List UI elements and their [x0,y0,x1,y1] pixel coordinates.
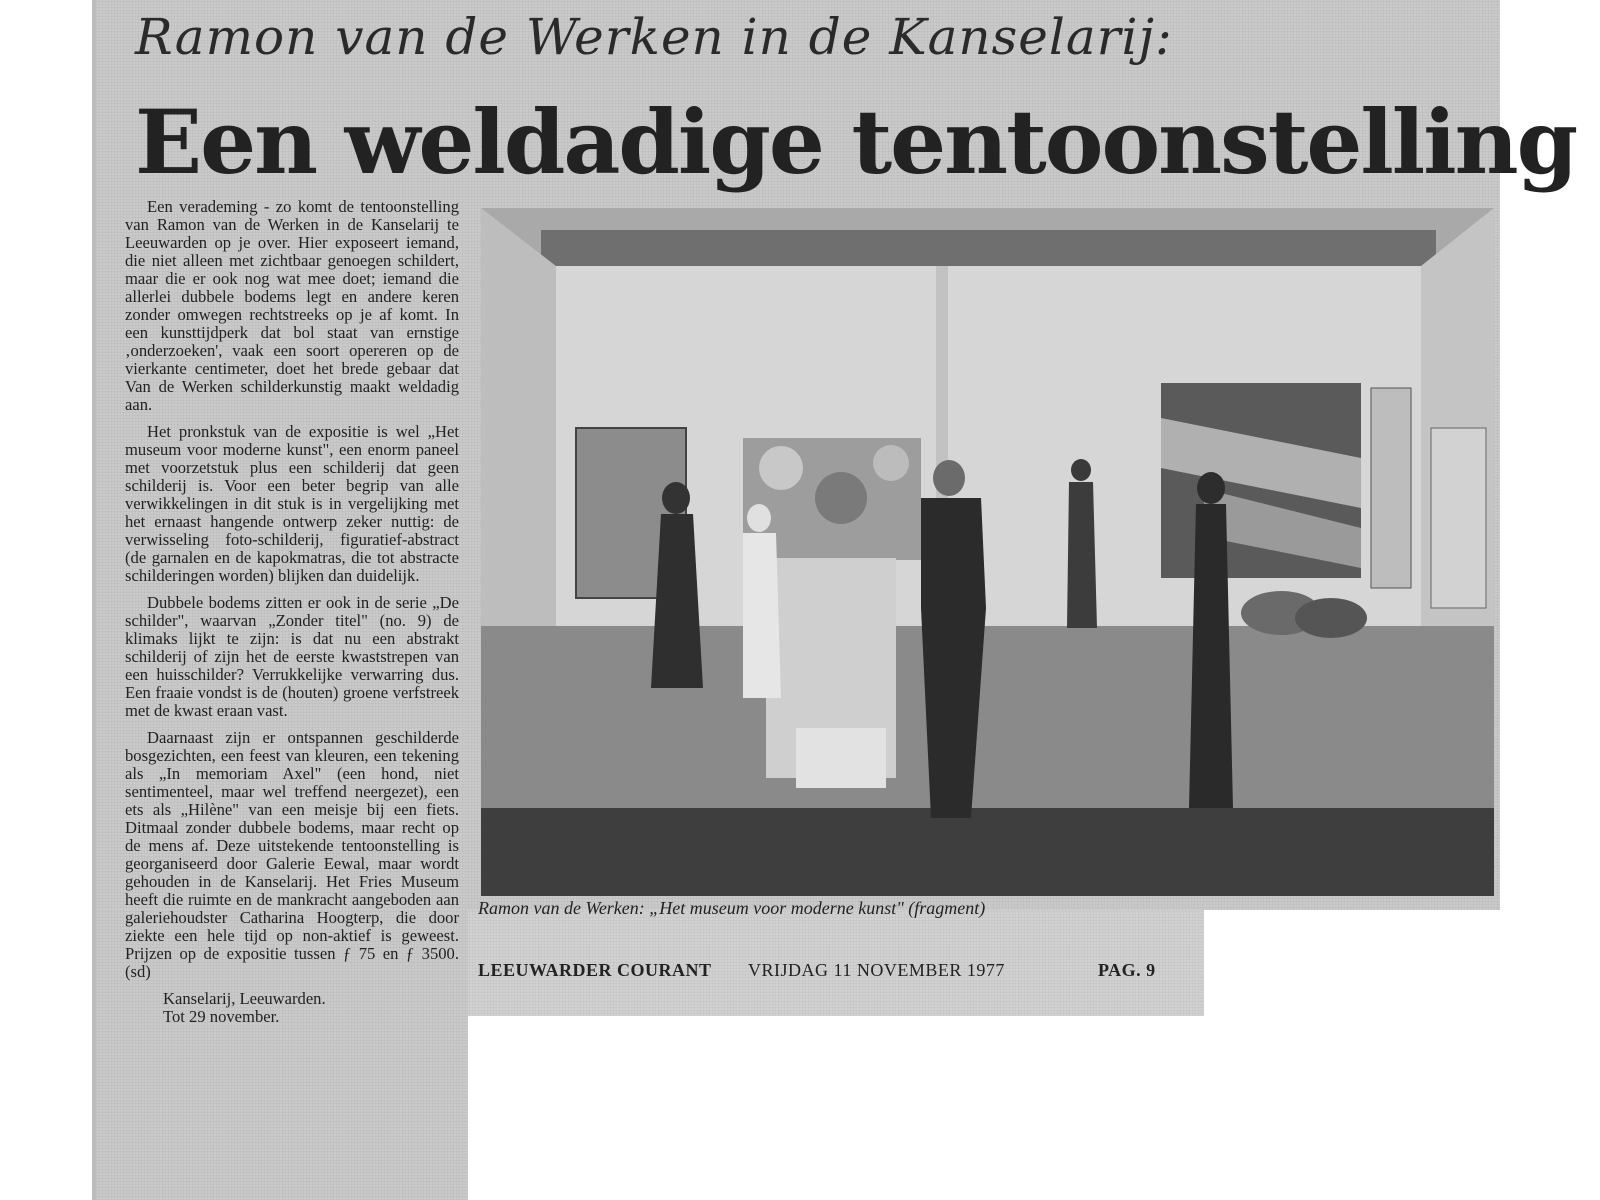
article-paragraph: Een verademing - zo komt de tentoonstelling van Ramon van de Werken in de Kanselarij te Leeuwarden op je over. Hier exposeert iemand, die niet alleen met zichtbaar genoegen schildert, maar die er ook nog wat mee doet; iemand die allerlei dubbele bodems legt en andere keren zonder omwegen rechtstreeks op je af komt. In een kunsttijdperk dat bol staat van ernstige ‚onderzoeken', vaak een soort opereren op de vierkante centimeter, doet het brede gebaar dat Van de Werken schilderkunstig maakt weldadig aan. [125,197,459,414]
article-paragraph: Het pronkstuk van de expositie is wel „Het museum voor moderne kunst", een enorm paneel met voorzetstuk plus een schilderij dat geen schilderij is. Voor een beter begrip van alle verwikkelingen in dit stuk is in vergelijking met het ernaast hangende ontwerp zeker nuttig: de verwisseling foto-schilderij, figuratief-abstract (de garnalen en de kapokmatras, die tot abstracte schilderingen worden) blijken dan duidelijk. [125,422,459,585]
clipping-edge [92,0,96,1200]
exhibition-dates: Tot 29 november. [163,1007,280,1026]
photo-caption: Ramon van de Werken: „Het museum voor moderne kunst" (fragment) [478,898,986,918]
article-paragraph: Daarnaast zijn er ontspannen geschilderde bosgezichten, een feest van kleuren, een tekening als „In memoriam Axel" (een hond, niet sentimenteel, maar wel treffend neergezet), een ets als „Hilène" van een meisje bij een fiets. Ditmaal zonder dubbele bodems, maar recht op de mens af. Deze uitstekende tentoonstelling is georganiseerd door Galerie Eewal, maar wordt gehouden in de Kanselarij. Het Fries Museum heeft die ruimte en de mankracht aangeboden aan galeriehoudster Catharina Hoogterp, die door ziekte een hele tijd op non-aktief is geweest. Prijzen op de expositie tussen ƒ 75 en ƒ 3500. (sd) [125,728,459,981]
newspaper-name: LEEUWARDER COURANT [478,960,712,980]
article-kicker: Ramon van de Werken in de Kanselarij: [135,8,1173,66]
exhibition-photo [481,208,1494,896]
article-body [125,198,459,1026]
exhibition-venue: Kanselarij, Leeuwarden. [163,989,326,1008]
exhibition-info [125,990,459,1026]
issue-date: VRIJDAG 11 NOVEMBER 1977 [748,960,1005,980]
page-number: PAG. 9 [1098,960,1156,980]
newspaper-masthead [478,960,1178,988]
article-paragraph: Dubbele bodems zitten er ook in de serie „De schilder", waarvan „Zonder titel" (no. 9) de klimaks lijkt te zijn: is dat nu een abstrakt schilderij of zijn het de eerste kwaststrepen van een huisschilder? Verrukkelijke verwarring dus. Een fraaie vondst is de (houten) groene verfstreek met de kwast eraan vast. [125,593,459,720]
article-headline: Een weldadige tentoonstelling [135,90,1577,194]
